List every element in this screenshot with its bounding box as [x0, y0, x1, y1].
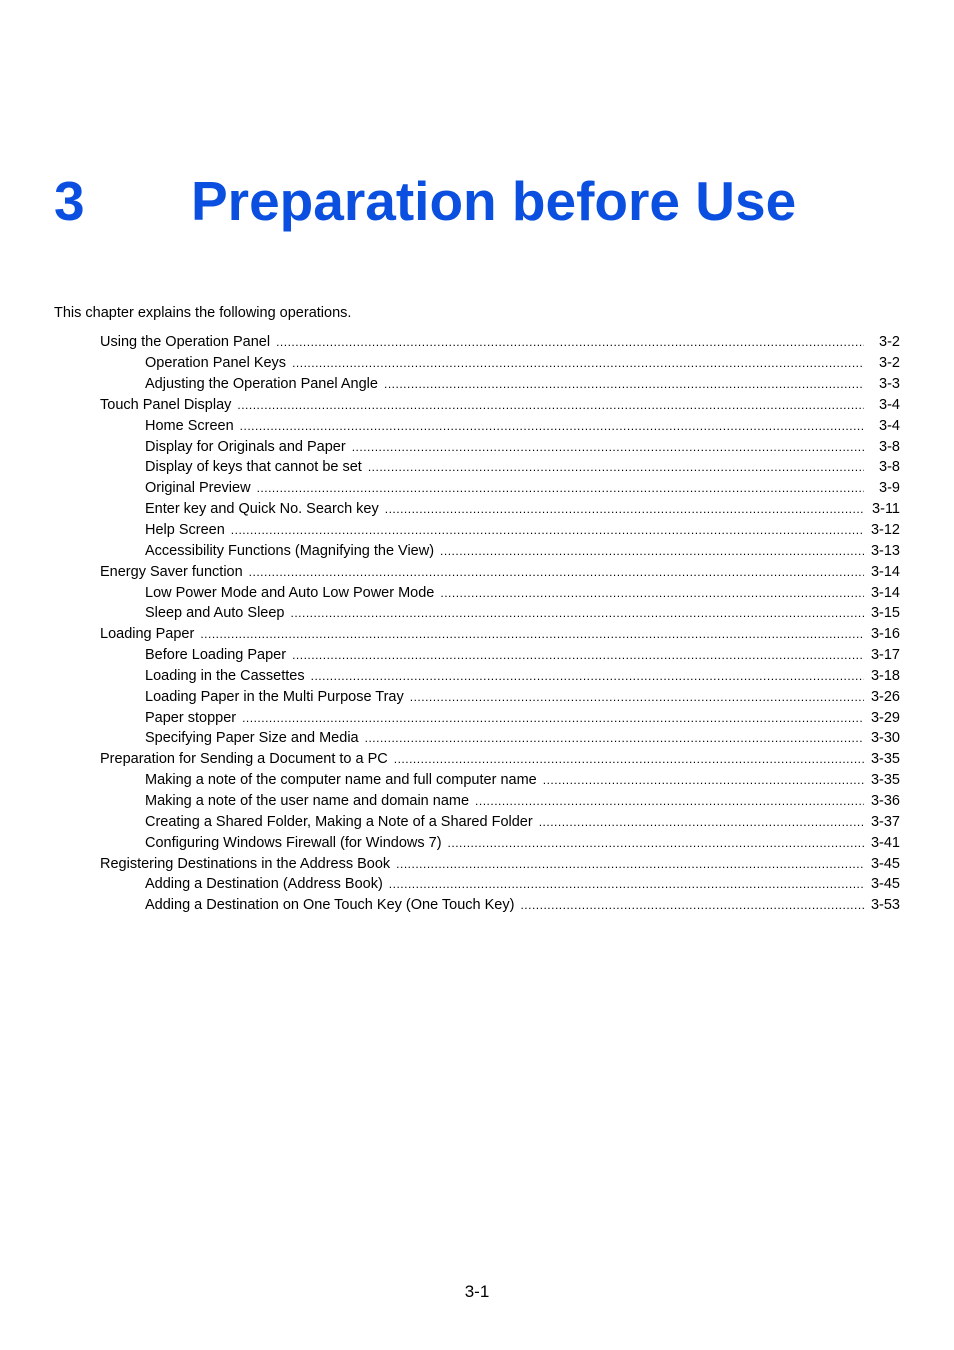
toc-dot-leader: [237, 396, 864, 414]
toc-entry-page: 3-18: [870, 667, 900, 684]
toc-entry-title: Loading in the Cassettes: [145, 667, 305, 684]
toc-entry-title: Adding a Destination (Address Book): [145, 876, 383, 893]
toc-dot-leader: [292, 354, 864, 372]
toc-entry-page: 3-3: [879, 376, 900, 393]
toc-entry-page: 3-4: [879, 396, 900, 413]
toc-entry-page: 3-2: [879, 334, 900, 351]
toc-entry-page: 3-16: [870, 626, 900, 643]
toc-entry-page: 3-8: [879, 459, 900, 476]
toc-entry-title: Making a note of the computer name and full computer name: [145, 772, 537, 789]
toc-subsection-entry[interactable]: [0, 645, 954, 666]
toc-subsection-entry[interactable]: [0, 728, 954, 749]
toc-entry-title: Original Preview: [145, 480, 251, 497]
toc-subsection-entry[interactable]: [0, 374, 954, 395]
toc-entry-page: 3-8: [879, 438, 900, 455]
toc-dot-leader: [539, 813, 864, 831]
toc-entry-title: Help Screen: [145, 522, 225, 539]
chapter-heading: [54, 166, 902, 236]
toc-entry-title: Configuring Windows Firewall (for Windows 7): [145, 834, 442, 851]
toc-dot-leader: [520, 896, 864, 914]
toc-subsection-entry[interactable]: [0, 832, 954, 853]
toc-dot-leader: [240, 417, 864, 435]
toc-entry-title: Creating a Shared Folder, Making a Note of a Shared Folder: [145, 813, 533, 830]
chapter-number: 3: [54, 170, 85, 232]
toc-entry-title: Operation Panel Keys: [145, 355, 287, 372]
toc-entry-page: 3-12: [870, 522, 900, 539]
toc-subsection-entry[interactable]: [0, 770, 954, 791]
toc-entry-title: Before Loading Paper: [145, 647, 287, 664]
toc-subsection-entry[interactable]: [0, 540, 954, 561]
toc-section-entry[interactable]: [0, 853, 954, 874]
toc-dot-leader: [365, 729, 864, 747]
toc-section-entry[interactable]: [0, 749, 954, 770]
toc-section-entry[interactable]: [0, 561, 954, 582]
toc-subsection-entry[interactable]: [0, 520, 954, 541]
toc-entry-title: Paper stopper: [145, 709, 237, 726]
toc-subsection-entry[interactable]: [0, 353, 954, 374]
toc-entry-page: 3-36: [870, 792, 900, 809]
toc-entry-page: 3-9: [879, 480, 900, 497]
toc-subsection-entry[interactable]: [0, 603, 954, 624]
toc-subsection-entry[interactable]: [0, 582, 954, 603]
toc-entry-title: Home Screen: [145, 417, 234, 434]
toc-entry-title: Enter key and Quick No. Search key: [145, 501, 379, 518]
toc-entry-page: 3-35: [870, 772, 900, 789]
toc-section-entry[interactable]: [0, 332, 954, 353]
toc-dot-leader: [311, 667, 864, 685]
toc-entry-title: Energy Saver function: [100, 563, 243, 580]
toc-subsection-entry[interactable]: [0, 478, 954, 499]
toc-section-entry[interactable]: [0, 395, 954, 416]
toc-dot-leader: [249, 563, 864, 581]
toc-entry-page: 3-14: [870, 563, 900, 580]
toc-entry-page: 3-41: [870, 834, 900, 851]
toc-entry-title: Loading Paper in the Multi Purpose Tray: [145, 688, 404, 705]
toc-entry-page: 3-53: [870, 897, 900, 914]
toc-dot-leader: [389, 875, 864, 893]
toc-entry-title: Specifying Paper Size and Media: [145, 730, 359, 747]
toc-entry-page: 3-45: [870, 855, 900, 872]
toc-entry-title: Adjusting the Operation Panel Angle: [145, 376, 378, 393]
toc-dot-leader: [242, 709, 864, 727]
toc-dot-leader: [368, 458, 864, 476]
toc-dot-leader: [290, 604, 864, 622]
chapter-intro: This chapter explains the following operations.: [54, 305, 352, 321]
page-number: 3-1: [464, 1282, 490, 1301]
toc-entry-page: 3-37: [870, 813, 900, 830]
toc-dot-leader: [410, 688, 864, 706]
toc-entry-page: 3-17: [870, 647, 900, 664]
toc-entry-title: Display for Originals and Paper: [145, 438, 346, 455]
toc-dot-leader: [384, 375, 864, 393]
toc-dot-leader: [543, 771, 864, 789]
toc-dot-leader: [231, 521, 864, 539]
toc-dot-leader: [292, 646, 864, 664]
toc-subsection-entry[interactable]: [0, 707, 954, 728]
toc-entry-page: 3-2: [879, 355, 900, 372]
toc-subsection-entry[interactable]: [0, 499, 954, 520]
toc-dot-leader: [200, 625, 864, 643]
toc-dot-leader: [276, 333, 864, 351]
table-of-contents: [0, 332, 954, 916]
toc-dot-leader: [475, 792, 864, 810]
toc-dot-leader: [448, 834, 864, 852]
toc-dot-leader: [385, 500, 864, 518]
toc-dot-leader: [396, 855, 864, 873]
toc-entry-page: 3-15: [870, 605, 900, 622]
toc-dot-leader: [257, 479, 864, 497]
toc-entry-title: Making a note of the user name and domain name: [145, 792, 470, 809]
toc-entry-page: 3-26: [870, 688, 900, 705]
toc-subsection-entry[interactable]: [0, 686, 954, 707]
toc-entry-title: Adding a Destination on One Touch Key (One Touch Key): [145, 897, 515, 914]
toc-entry-title: Display of keys that cannot be set: [145, 459, 362, 476]
toc-entry-page: 3-14: [870, 584, 900, 601]
toc-entry-page: 3-4: [879, 417, 900, 434]
toc-section-entry[interactable]: [0, 624, 954, 645]
toc-entry-title: Registering Destinations in the Address Book: [100, 855, 391, 872]
toc-subsection-entry[interactable]: [0, 811, 954, 832]
toc-entry-page: 3-13: [870, 542, 900, 559]
toc-subsection-entry[interactable]: [0, 666, 954, 687]
toc-subsection-entry[interactable]: [0, 436, 954, 457]
toc-entry-title: Touch Panel Display: [100, 396, 232, 413]
toc-subsection-entry[interactable]: [0, 874, 954, 895]
toc-entry-page: 3-35: [870, 751, 900, 768]
toc-entry-title: Low Power Mode and Auto Low Power Mode: [145, 584, 435, 601]
toc-dot-leader: [352, 438, 864, 456]
toc-entry-page: 3-45: [870, 876, 900, 893]
toc-dot-leader: [440, 584, 864, 602]
toc-entry-title: Preparation for Sending a Document to a PC: [100, 751, 388, 768]
toc-subsection-entry[interactable]: [0, 415, 954, 436]
toc-entry-title: Accessibility Functions (Magnifying the View): [145, 542, 435, 559]
chapter-title: Preparation before Use: [191, 170, 797, 232]
toc-entry-title: Sleep and Auto Sleep: [145, 605, 285, 622]
toc-subsection-entry[interactable]: [0, 791, 954, 812]
toc-dot-leader: [394, 750, 864, 768]
toc-entry-page: 3-11: [872, 501, 900, 518]
toc-subsection-entry[interactable]: [0, 457, 954, 478]
toc-entry-page: 3-29: [870, 709, 900, 726]
toc-dot-leader: [440, 542, 864, 560]
toc-entry-title: Loading Paper: [100, 626, 195, 643]
toc-entry-title: Using the Operation Panel: [100, 334, 271, 351]
toc-subsection-entry[interactable]: [0, 895, 954, 916]
toc-entry-page: 3-30: [870, 730, 900, 747]
